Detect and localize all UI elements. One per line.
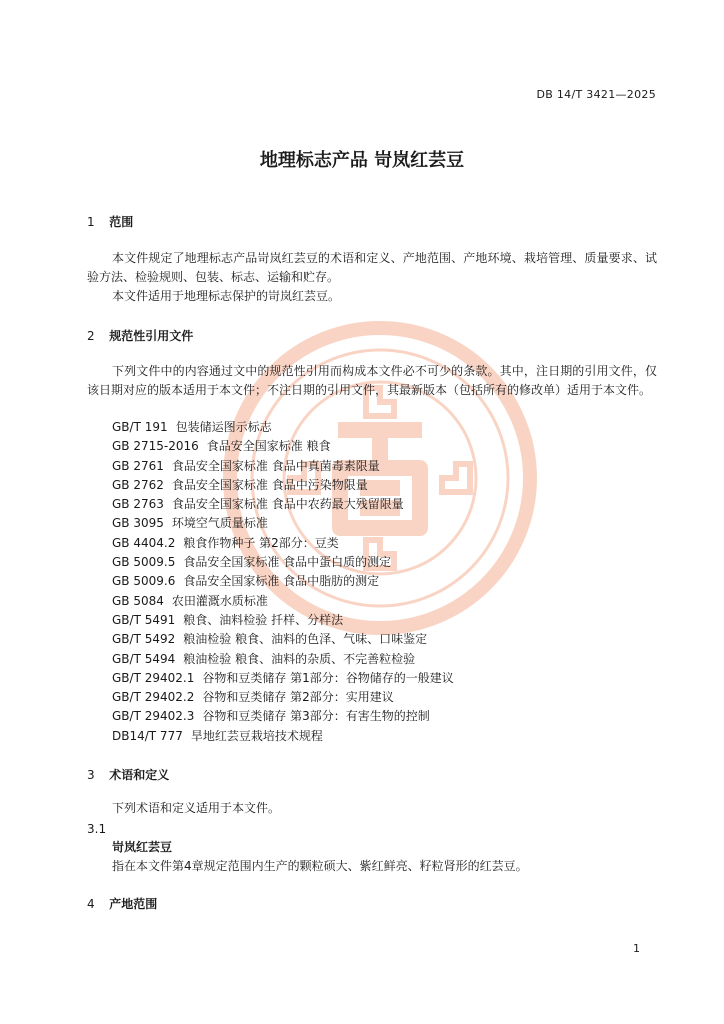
- section-title: 术语和定义: [109, 768, 170, 782]
- list-item: [112, 572, 454, 591]
- reference-code: GB/T 29402.3: [112, 709, 195, 724]
- reference-name: 粮油检验 粮食、油料的色泽、气味、口味鉴定: [183, 632, 428, 647]
- reference-code: GB 5009.5: [112, 555, 176, 570]
- reference-list: [112, 418, 454, 746]
- section-heading-scope: [87, 213, 133, 230]
- term-number: 3.1: [87, 822, 107, 836]
- reference-name: 食品安全国家标准 食品中脂肪的测定: [183, 574, 380, 589]
- reference-code: GB/T 29402.2: [112, 690, 195, 705]
- document-id: DB 14/T 3421—2025: [536, 88, 656, 101]
- section-number: 3: [87, 768, 95, 782]
- list-item: [112, 476, 454, 495]
- reference-name: 食品安全国家标准 食品中真菌毒素限量: [171, 458, 380, 473]
- reference-code: DB14/T 777: [112, 728, 183, 743]
- section-number: 2: [87, 329, 95, 343]
- reference-code: GB/T 5494: [112, 651, 176, 666]
- terms-intro-paragraph: 下列术语和定义适用于本文件。: [112, 801, 281, 815]
- reference-code: GB 3095: [112, 516, 164, 531]
- list-item: [112, 688, 454, 707]
- section-heading-normative-references: [87, 327, 193, 344]
- reference-code: GB 2761: [112, 458, 164, 473]
- list-item: [112, 650, 454, 669]
- section-title: 范围: [109, 215, 134, 229]
- list-item: [112, 495, 454, 514]
- reference-code: GB 2762: [112, 477, 164, 492]
- document-title: 地理标志产品 岢岚红芸豆: [259, 150, 465, 171]
- page-number: 1: [633, 942, 640, 955]
- list-item: [112, 437, 454, 456]
- section-heading-terms: [87, 766, 169, 783]
- reference-name: 粮食、油料检验 扦样、分样法: [183, 612, 344, 627]
- section-number: 4: [87, 897, 95, 911]
- reference-code: GB 2763: [112, 497, 164, 512]
- reference-code: GB/T 29402.1: [112, 670, 195, 685]
- reference-name: 食品安全国家标准 粮食: [206, 439, 331, 454]
- list-item: [112, 611, 454, 630]
- reference-name: 旱地红芸豆栽培技术规程: [190, 728, 323, 743]
- section-number: 1: [87, 215, 95, 229]
- reference-name: 农田灌溉水质标准: [171, 593, 268, 608]
- reference-name: 谷物和豆类储存 第2部分：实用建议: [202, 690, 394, 705]
- reference-code: GB/T 191: [112, 420, 168, 434]
- reference-code: GB 2715-2016: [112, 439, 199, 454]
- reference-name: 粮油检验 粮食、油料的杂质、不完善粒检验: [183, 651, 416, 666]
- term-definition: 指在本文件第4章规定范围内生产的颗粒硕大、紫红鲜亮、籽粒肾形的红芸豆。: [112, 859, 528, 873]
- reference-code: GB 5009.6: [112, 574, 176, 589]
- list-item: [112, 514, 454, 533]
- list-item: [112, 727, 454, 746]
- reference-name: 谷物和豆类储存 第3部分：有害生物的控制: [202, 709, 430, 724]
- scope-paragraph-2: 本文件适用于地理标志保护的岢岚红芸豆。: [112, 289, 341, 303]
- section-title: 产地范围: [109, 897, 158, 911]
- section-heading-production-area: [87, 895, 157, 912]
- reference-code: GB 4404.2: [112, 535, 176, 550]
- reference-name: 粮食作物种子 第2部分：豆类: [183, 535, 339, 550]
- list-item: [112, 457, 454, 476]
- reference-name: 谷物和豆类储存 第1部分：谷物储存的一般建议: [202, 670, 454, 685]
- list-item: [112, 669, 454, 688]
- list-item: [112, 418, 454, 437]
- reference-code: GB/T 5492: [112, 632, 176, 647]
- reference-name: 包装储运图示标志: [175, 420, 272, 434]
- list-item: [112, 707, 454, 726]
- list-item: [112, 592, 454, 611]
- normative-intro-paragraph: 下列文件中的内容通过文中的规范性引用而构成本文件必不可少的条款。其中，注日期的引用文件，仅该日期对应的版本适用于本文件；不注日期的引用文件，其最新版本（包括所有的修改单）适用于本文件。: [87, 364, 657, 397]
- term-title: 岢岚红芸豆: [112, 840, 173, 854]
- reference-name: 食品安全国家标准 食品中蛋白质的测定: [183, 555, 392, 570]
- reference-name: 环境空气质量标准: [171, 516, 268, 531]
- section-title: 规范性引用文件: [109, 329, 194, 343]
- scope-paragraph-1: 本文件规定了地理标志产品岢岚红芸豆的术语和定义、产地范围、产地环境、栽培管理、质量要求、试验方法、检验规则、包装、标志、运输和贮存。: [87, 251, 657, 284]
- reference-name: 食品安全国家标准 食品中农药最大残留限量: [171, 497, 404, 512]
- reference-code: GB/T 5491: [112, 612, 176, 627]
- reference-code: GB 5084: [112, 593, 164, 608]
- list-item: [112, 630, 454, 649]
- reference-name: 食品安全国家标准 食品中污染物限量: [171, 477, 368, 492]
- list-item: [112, 534, 454, 553]
- list-item: [112, 553, 454, 572]
